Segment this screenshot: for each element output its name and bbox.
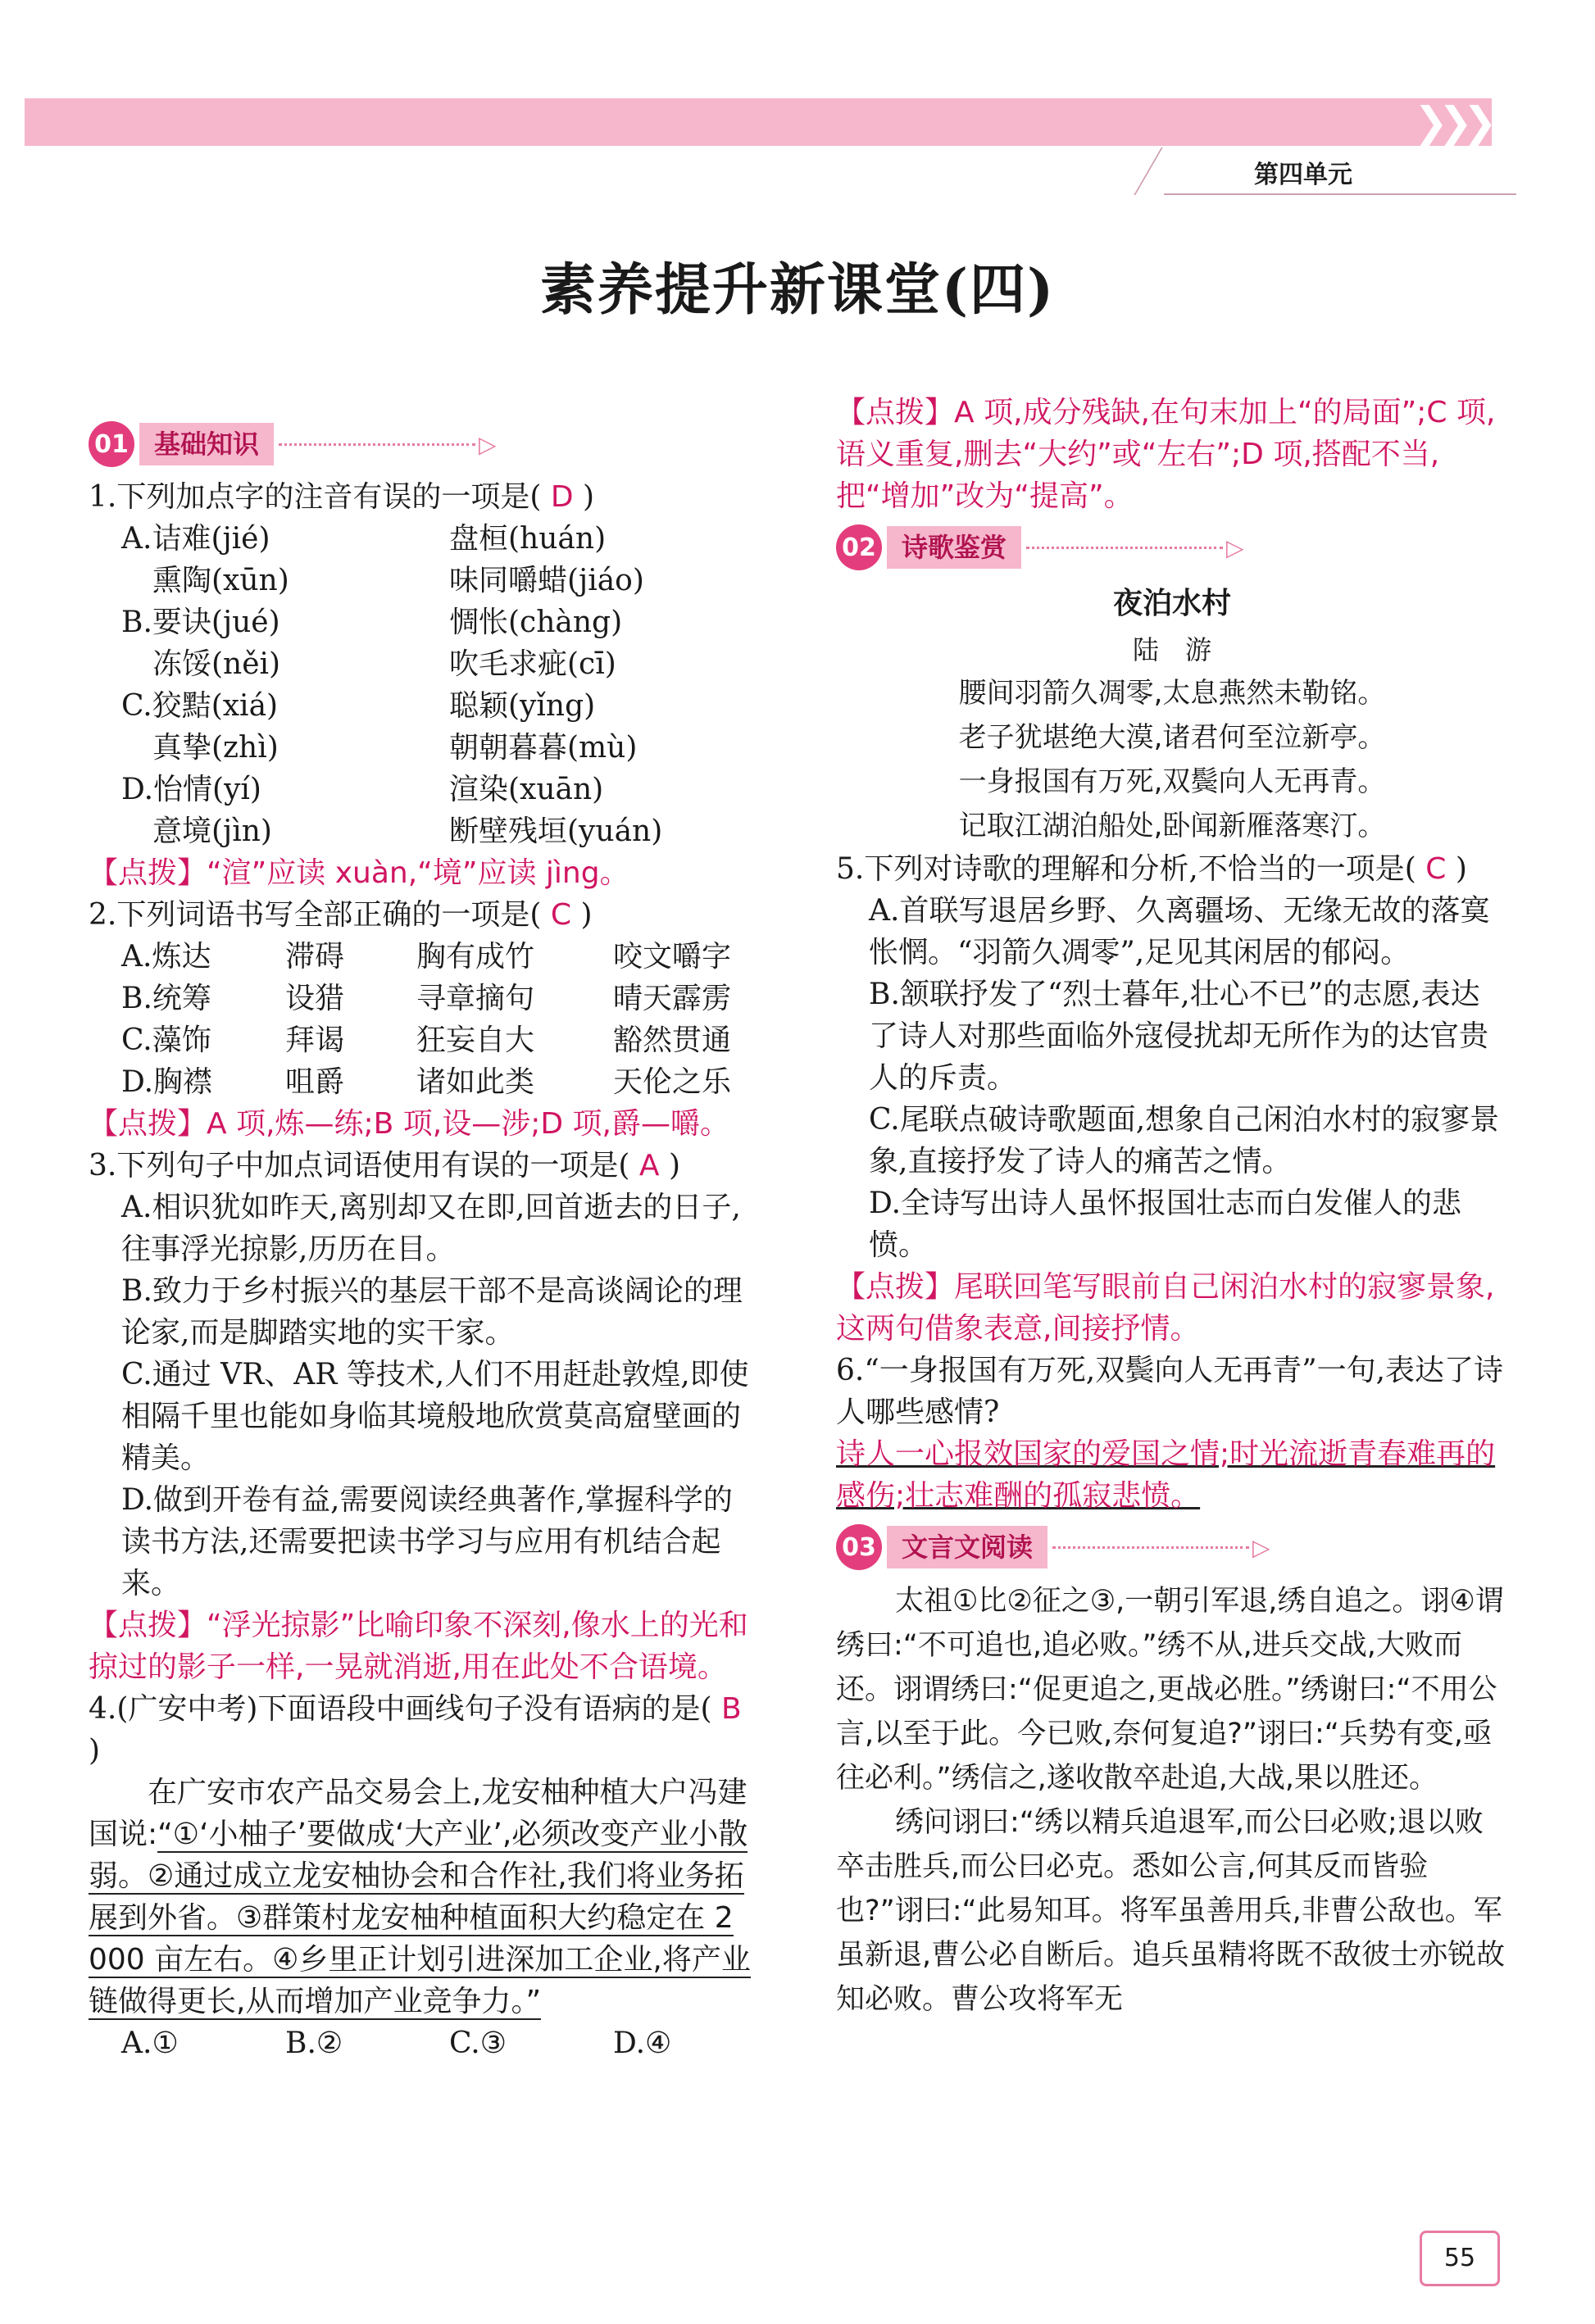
option-row <box>121 560 761 601</box>
option-text: A.炼达 <box>121 940 211 974</box>
unit-label: 第四单元 <box>1254 161 1352 189</box>
poem <box>836 579 1508 848</box>
option-text: C.尾联点破诗歌题面,想象自己闲泊水村的寂寥景象,直接抒发了诗人的痛苦之情。 <box>869 1103 1500 1178</box>
section-number: 02 <box>836 524 882 570</box>
answer: D <box>550 480 574 514</box>
option-text: 味同嚼蜡(jiáo) <box>449 564 644 597</box>
question-close: ) <box>580 898 593 932</box>
question-stem: 4.(广安中考)下面语段中画线句子没有语病的是( <box>89 1692 712 1726</box>
option-text: D.做到开卷有益,需要阅读经典著作,掌握科学的读书方法,还需要把读书学习与应用有机结合起来。 <box>121 1483 733 1600</box>
answer: A <box>638 1149 660 1182</box>
option-text: D.④ <box>613 2027 672 2060</box>
section-heading <box>836 1522 1508 1573</box>
option-text: B.颔联抒发了“烈士暮年,壮心不已”的志愿,表达了诗人对那些面临外寇侵扰却无所作为的达官贵人的斥责。 <box>869 978 1489 1095</box>
option-text: D.全诗写出诗人虽怀报国壮志而白发催人的悲愤。 <box>869 1187 1462 1262</box>
option-row <box>121 1061 761 1103</box>
option-text: 设猎 <box>285 982 345 1015</box>
poem-line: 一身报国有万死,双鬓向人无再青。 <box>958 765 1386 798</box>
dotted-line <box>279 443 475 446</box>
option-text: 狂妄自大 <box>416 1024 535 1057</box>
poem-line: 老子犹堪绝大漠,诸君何至泣新亭。 <box>958 721 1386 754</box>
question-close: ) <box>583 480 595 514</box>
option-text: B.② <box>285 2027 343 2060</box>
left-column <box>89 414 761 2064</box>
q4-options <box>89 2022 761 2064</box>
q4-paragraph <box>89 1772 761 2022</box>
option-text: 冻馁(něi) <box>152 647 281 681</box>
option-text: 吹毛求疵(cī) <box>449 647 616 681</box>
option-text: 惆怅(chàng) <box>449 606 623 639</box>
option-text: 断壁残垣(yuán) <box>449 815 663 848</box>
answer: C <box>550 898 571 932</box>
question-1 <box>89 476 761 518</box>
answer: C <box>1425 852 1447 886</box>
option-text: D.怡情(yí) <box>121 773 261 806</box>
option-row <box>121 1019 761 1061</box>
option-text: 朝朝暮暮(mù) <box>449 731 638 765</box>
option-text: 诸如此类 <box>416 1065 535 1099</box>
option-text: B.要诀(jué) <box>121 606 280 639</box>
section-label: 诗歌鉴赏 <box>887 526 1021 569</box>
option-text: 天伦之乐 <box>613 1065 732 1099</box>
option-text: 寻章摘句 <box>416 982 535 1015</box>
answer-text: 诗人一心报效国家的爱国之情;时光流逝青春难再的感伤;壮志难酬的孤寂悲愤。 <box>836 1437 1496 1513</box>
option-text: C.③ <box>449 2027 507 2060</box>
paragraph-intro: 在广安市农产品交易会上,龙安柚种植大户冯建国说: <box>89 1776 748 1851</box>
question-stem: 5.下列对诗歌的理解和分析,不恰当的一项是( <box>836 852 1416 886</box>
question-close: ) <box>89 1734 101 1768</box>
question-close: ) <box>668 1149 680 1182</box>
option-row <box>121 769 761 810</box>
hint-text: 【点拨】“渲”应读 xuàn,“境”应读 jìng。 <box>89 856 629 890</box>
option-text: 滞碍 <box>285 940 345 974</box>
question-stem: 1.下列加点字的注音有误的一项是( <box>89 480 542 514</box>
option-text: A.首联写退居乡野、久离疆场、无缘无故的落寞怅惘。“羽箭久凋零”,足见其闲居的郁闷。 <box>869 894 1490 969</box>
page-number: 55 <box>1420 2231 1500 2286</box>
option-text: C.藻饰 <box>121 1024 211 1057</box>
question-4 <box>89 1688 761 1772</box>
question-stem: 2.下列词语书写全部正确的一项是( <box>89 898 542 932</box>
option-text: 意境(jìn) <box>152 815 272 848</box>
classical-paragraph: 绣问诩曰:“绣以精兵追退军,而公曰必败;退以败卒击胜兵,而公曰必克。悉如公言,何其反而皆验也?”诩曰:“此易知耳。将军虽善用兵,非曹公敌也。军虽新退,曹公必自断后。追兵虽精将既不敌彼士亦锐故知必败。曹公攻将军无 <box>836 1806 1506 2016</box>
section-heading <box>89 419 761 470</box>
poem-title: 夜泊水村 <box>1112 587 1231 620</box>
option-text: 拜谒 <box>285 1024 345 1057</box>
answer: B <box>720 1692 742 1726</box>
right-column <box>836 392 1508 2022</box>
poem-line: 腰间羽箭久凋零,太息燕然未勒铭。 <box>958 677 1386 710</box>
classical-paragraph: 太祖①比②征之③,一朝引军退,绣自追之。诩④谓绣曰:“不可追也,追必败。”绣不从,进兵交战,大败而还。诩谓绣曰:“促更追之,更战必胜。”绣谢曰:“不用公言,以至于此。今已败,奈何复追?”诩曰:“兵势有变,亟往必利。”绣信之,遂收散卒赴追,大战,果以胜还。 <box>836 1585 1504 1795</box>
option-text: 咀爵 <box>285 1065 345 1099</box>
hint-text: 【点拨】“浮光掠影”比喻印象不深刻,像水上的光和掠过的影子一样,一晃就消逝,用在此处不合语境。 <box>89 1609 748 1684</box>
dotted-line <box>1026 547 1223 549</box>
option-text: 聪颖(yǐng) <box>449 689 596 723</box>
option-text: C.狡黠(xiá) <box>121 689 279 723</box>
option-text: 盘桓(huán) <box>449 522 607 556</box>
question-close: ) <box>1455 852 1467 886</box>
option-row <box>121 518 761 560</box>
option-text: A.① <box>121 2027 179 2060</box>
question-5 <box>836 848 1508 890</box>
option-row <box>121 810 761 852</box>
arrow-right-icon: ▷ <box>1226 533 1244 561</box>
chevron-right-icon: ❯❯❯ <box>1414 98 1488 146</box>
option-text: 真挚(zhì) <box>152 731 279 765</box>
question-stem: 3.下列句子中加点词语使用有误的一项是( <box>89 1149 630 1182</box>
option-row <box>121 601 761 643</box>
section-heading <box>836 522 1508 573</box>
option-text: C.通过 VR、AR 等技术,人们不用赶赴敦煌,即使相隔千里也能如身临其境般地欣赏莫高窟壁画的精美。 <box>121 1358 749 1475</box>
dotted-line <box>1052 1546 1249 1549</box>
option-text: A.诘难(jié) <box>121 522 270 556</box>
option-row <box>121 643 761 685</box>
question-6: 6.“一身报国有万死,双鬓向人无再青”一句,表达了诗人哪些感情? <box>836 1354 1504 1429</box>
option-text: B.致力于乡村振兴的基层干部不是高谈阔论的理论家,而是脚踏实地的实干家。 <box>121 1274 743 1350</box>
hint-text: 【点拨】A 项,成分残缺,在句末加上“的局面”;C 项,语义重复,删去“大约”或“左右”;D 项,搭配不当,把“增加”改为“提高”。 <box>836 396 1496 513</box>
option-text: 胸有成竹 <box>416 940 535 974</box>
option-row <box>121 685 761 727</box>
hint-text: 【点拨】尾联回笔写眼前自己闲泊水村的寂寥景象,这两句借象表意,间接抒情。 <box>836 1270 1495 1346</box>
underlined-sentences: “①‘小柚子’要做成‘大产业’,必须改变产业小散弱。②通过成立龙安柚协会和合作社,我们将业务拓展到外省。③群策村龙安柚种植面积大约稳定在 2 000 亩左右。④乡里正计划引进深加工企业,将产业链做得更长,从而增加产业竞争力。” <box>89 1818 751 2018</box>
option-row <box>121 936 761 978</box>
option-text: B.统筹 <box>121 982 211 1015</box>
arrow-right-icon: ▷ <box>1252 1533 1270 1561</box>
header-divider <box>1134 148 1162 195</box>
header-underline <box>1164 193 1516 195</box>
q1-options <box>89 518 761 852</box>
q2-options <box>89 936 761 1103</box>
section-label: 文言文阅读 <box>887 1526 1047 1568</box>
option-text: 晴天霹雳 <box>613 982 732 1015</box>
arrow-right-icon: ▷ <box>479 430 497 458</box>
option-text: D.胸襟 <box>121 1065 213 1099</box>
option-text: 咬文嚼字 <box>613 940 732 974</box>
page-title: 素养提升新课堂(四) <box>539 257 1056 323</box>
option-text: 熏陶(xūn) <box>152 564 289 597</box>
option-text: 豁然贯通 <box>613 1024 732 1057</box>
section-number: 01 <box>89 421 134 467</box>
question-2 <box>89 894 761 936</box>
poem-line: 记取江湖泊船处,卧闻新雁落寒汀。 <box>958 810 1386 842</box>
option-text: 渲染(xuān) <box>449 773 604 806</box>
question-3 <box>89 1145 761 1187</box>
option-row <box>121 727 761 769</box>
header-band <box>25 98 1492 146</box>
option-text: A.相识犹如昨天,离别却又在即,回首逝去的日子,往事浮光掠影,历历在目。 <box>121 1191 741 1266</box>
hint-text: 【点拨】A 项,炼—练;B 项,设—涉;D 项,爵—嚼。 <box>89 1107 729 1141</box>
option-row <box>121 978 761 1019</box>
section-number: 03 <box>836 1524 882 1570</box>
poem-author: 陆 游 <box>1132 634 1211 665</box>
section-label: 基础知识 <box>139 423 274 465</box>
